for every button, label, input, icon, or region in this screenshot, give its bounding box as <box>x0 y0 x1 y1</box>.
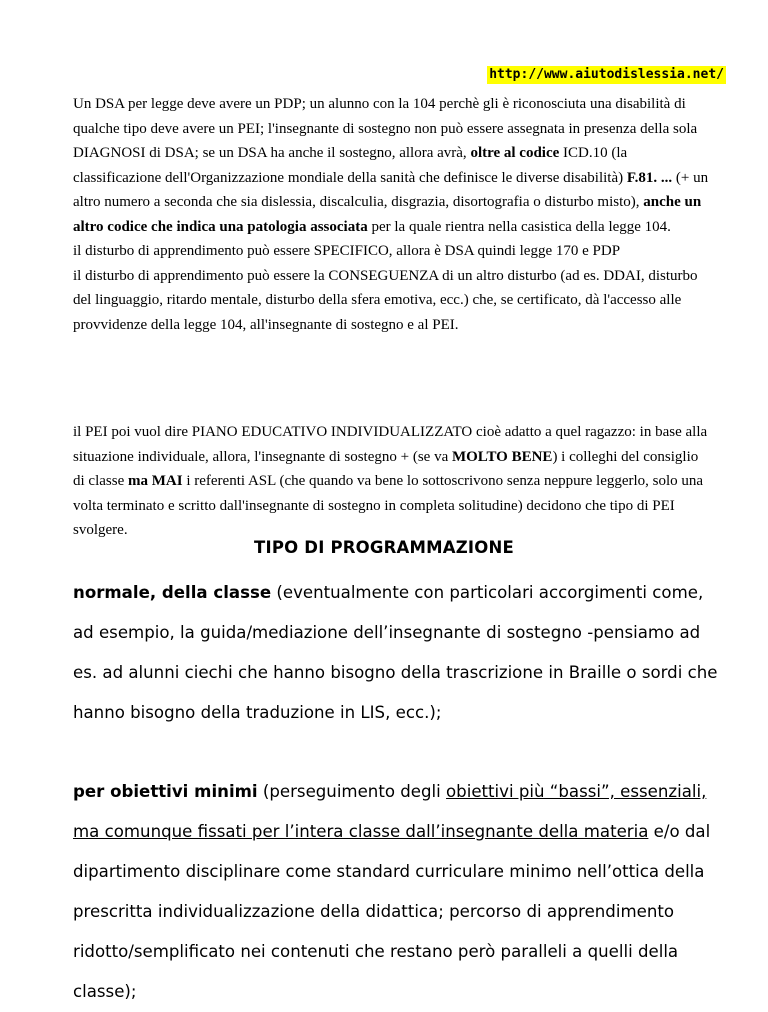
programming-item-normal <box>73 573 723 733</box>
intro-paragraph <box>73 92 713 239</box>
item-normal-term: normale, della classe <box>73 583 272 602</box>
intro-text-a: Un DSA per legge deve avere un PDP; un alunno con la 104 perchè gli è riconosciuta una disabilità di qualche tipo deve avere un PEI; l'insegnante di sostegno non può essere assegnata in presenza della sola DIAGNOSI di DSA; se un DSA ha anche il sostegno, allora avrà, <box>73 96 698 161</box>
pei-bold-ma-mai: ma MAI <box>127 473 183 489</box>
item-normal-description: (eventualmente con particolari accorgimenti come, ad esempio, la guida/mediazione dell’insegnante di sostegno -pensiamo ad es. ad alunni ciechi che hanno bisogno della trascrizione in Braille o sordi che hanno bisogno della traduzione in LIS, ecc.); <box>73 583 718 722</box>
pei-section <box>73 420 713 543</box>
programming-item-minimum <box>73 772 723 1012</box>
item-minimum-text-a: (perseguimento degli <box>257 782 447 801</box>
intro-bold-f81: F.81. ... <box>626 169 673 186</box>
pei-text-a: il PEI poi vuol dire PIANO EDUCATIVO INDIVIDUALIZZATO cioè adatto a quel ragazzo: in base alla situazione individuale, allora, l'insegnante di sostegno + (se va <box>73 424 708 465</box>
pei-paragraph <box>73 420 713 543</box>
pei-bold-molto-bene: MOLTO BENE <box>451 448 553 465</box>
pei-text-b: ) i colleghi del consiglio di classe <box>73 448 699 489</box>
programming-item-minimum-text <box>73 772 723 1012</box>
section-title: TIPO DI PROGRAMMAZIONE <box>254 538 514 557</box>
intro-text-d: (+ un altro numero a seconda che sia dislessia, discalculia, disgrazia, disortografia o disturbo misto), <box>73 169 709 210</box>
intro-text-e: per la quale rientra nella casistica della legge 104. <box>367 218 671 235</box>
header-url-link[interactable]: http://www.aiutodislessia.net/ <box>489 67 724 82</box>
consequence-disorder-paragraph: il disturbo di apprendimento può essere la CONSEGUENZA di un altro disturbo (ad es. DDAI, disturbo del linguaggio, ritardo mentale, disturbo della sfera emotiva, ecc.) che, se certificato, dà l'accesso alle provvidenze della legge 104, all'insegnante di sostegno e al PEI. <box>73 267 698 333</box>
intro-section <box>73 92 713 337</box>
intro-bold-code: oltre al codice <box>470 145 560 161</box>
item-minimum-underlined: obiettivi più “bassi”, essenziali, ma comunque fissati per l’intera classe dall’insegnante della materia <box>73 782 707 841</box>
item-minimum-term: per obiettivi minimi <box>73 782 258 801</box>
programming-item-normal-text <box>73 573 723 733</box>
intro-bold-pathology: anche un altro codice che indica una patologia associata <box>73 194 702 235</box>
pei-text-c: i referenti ASL (che quando va bene lo sottoscrivono senza neppure leggerlo, solo una volta terminato e scritto dall'insegnante di sostegno in completa solitudine) decidono che tipo di PEI svolgere. <box>73 473 704 538</box>
specific-disorder-paragraph: il disturbo di apprendimento può essere SPECIFICO, allora è DSA quindi legge 170 e PDP <box>73 243 621 259</box>
item-minimum-text-b: e/o dal dipartimento disciplinare come standard curriculare minimo nell’ottica della prescritta individualizzazione della didattica; percorso di apprendimento ridotto/semplificato nei contenuti che restano però paralleli a quelli della classe); <box>73 822 711 1001</box>
intro-text-c: ICD.10 (la classificazione dell'Organizzazione mondiale della sanità che definisce le diverse disabilità) <box>73 145 628 186</box>
